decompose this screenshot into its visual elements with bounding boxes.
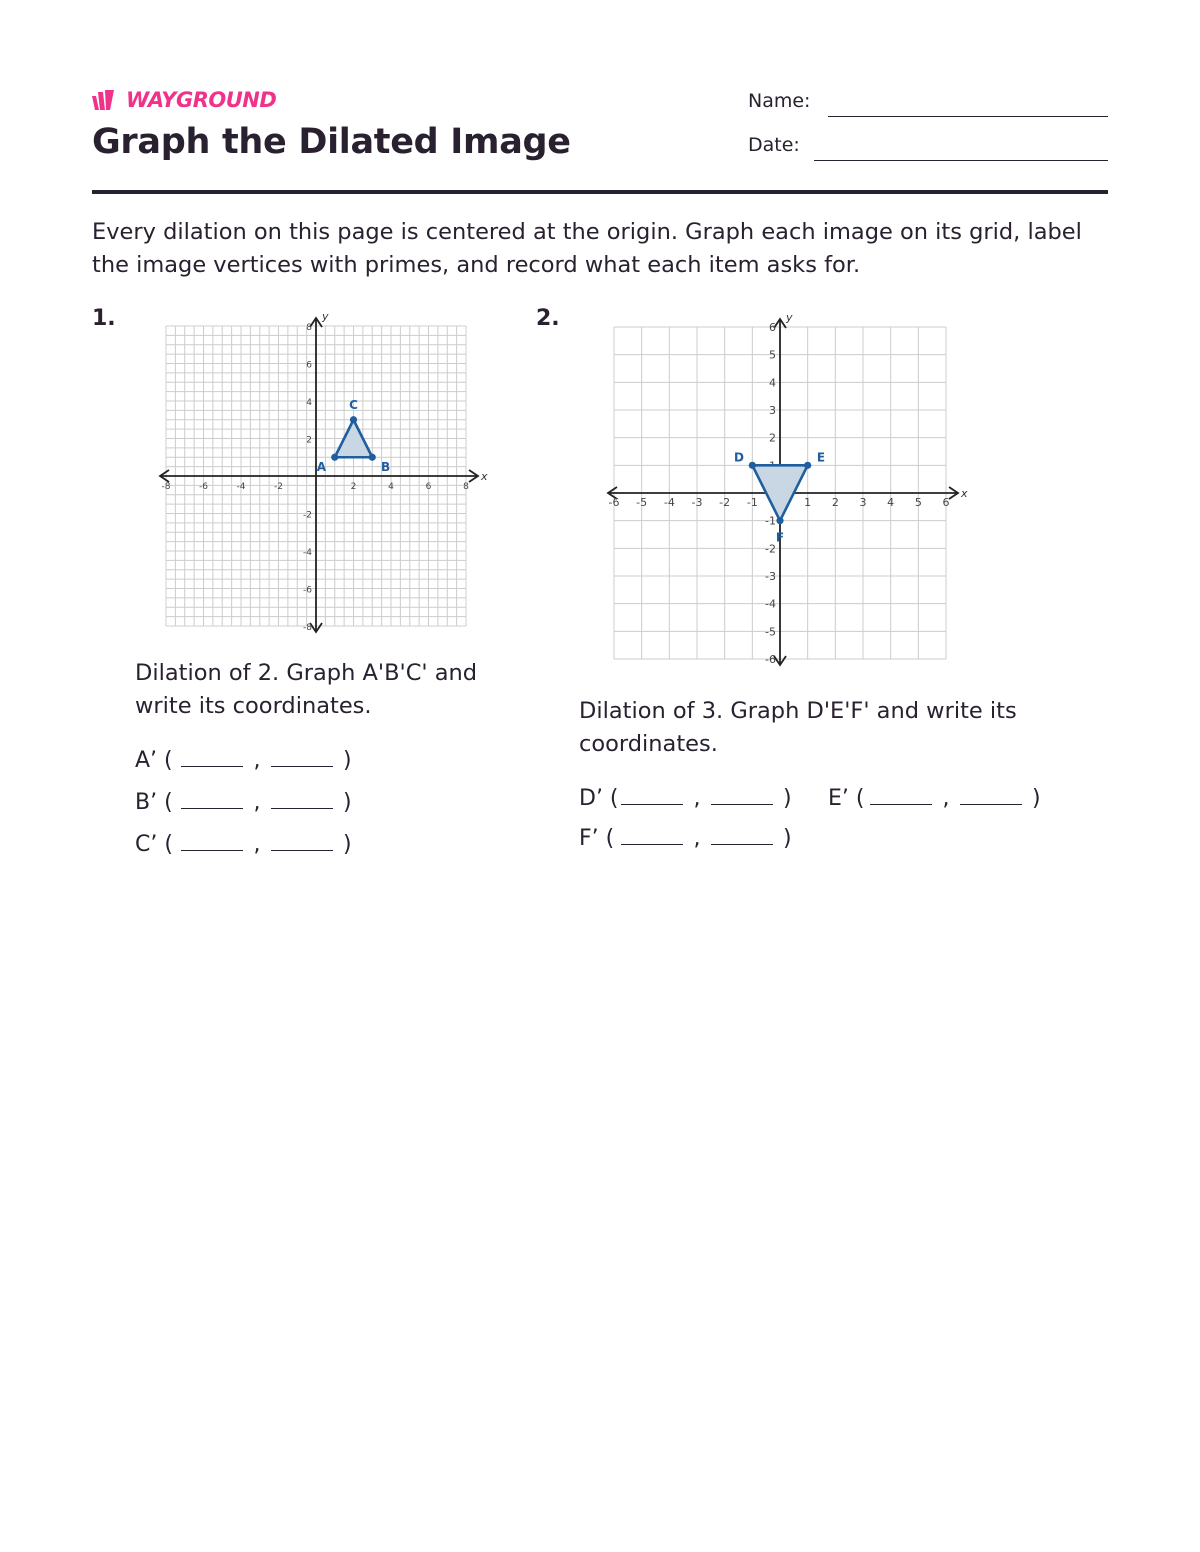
problem-1-graph[interactable] (140, 300, 500, 640)
answer-a-prime (135, 746, 352, 773)
y-tick-label: -5 (765, 625, 776, 639)
x-tick-label: -5 (636, 496, 648, 509)
x-tick-label: -2 (719, 496, 731, 509)
answer-separator: , (942, 786, 950, 811)
y-tick-label: 8 (306, 323, 312, 333)
instructions: Every dilation on this page is centered at the origin. Graph each image on its grid, label the image vertices with primes, and record what each item asks for. (92, 219, 1082, 278)
brand-logo (92, 88, 276, 112)
header-divider (92, 190, 1108, 194)
x-tick-label: 4 (388, 482, 394, 492)
vertex-point-f (776, 517, 783, 524)
answer-label: E’ ( (828, 786, 865, 811)
x-tick-label: 6 (425, 482, 432, 492)
answer-y-blank[interactable] (711, 824, 773, 845)
x-tick-label: -6 (199, 482, 208, 492)
answer-x-blank[interactable] (621, 784, 683, 805)
problem-2-number: 2. (536, 306, 560, 331)
answer-d-prime (579, 784, 792, 811)
wayground-logo-icon (92, 90, 120, 110)
y-tick-label: -4 (303, 548, 312, 558)
answer-x-blank[interactable] (181, 788, 243, 809)
x-axis-label: x (481, 470, 488, 483)
y-tick-label: 6 (769, 321, 776, 334)
answer-x-blank[interactable] (870, 784, 932, 805)
answer-y-blank[interactable] (271, 746, 333, 767)
answer-label: D’ ( (579, 786, 619, 811)
answer-x-blank[interactable] (181, 746, 243, 767)
date-field[interactable] (814, 160, 1108, 161)
answer-close: ) (343, 832, 352, 857)
answer-c-prime (135, 830, 352, 857)
x-tick-label: 3 (859, 496, 867, 509)
answer-y-blank[interactable] (271, 788, 333, 809)
answer-b-prime (135, 788, 352, 815)
y-tick-label: 5 (769, 348, 776, 362)
answer-close: ) (343, 790, 352, 815)
y-tick-label: -2 (765, 542, 776, 556)
x-tick-label: 5 (914, 496, 922, 509)
answer-e-prime (828, 784, 1041, 811)
x-axis-label: x (961, 487, 968, 500)
y-tick-label: -1 (765, 514, 776, 528)
x-tick-label: 2 (350, 482, 357, 492)
answer-close: ) (783, 786, 792, 811)
y-tick-label: -6 (303, 585, 312, 596)
vertex-point-a (331, 454, 338, 461)
vertex-label-d: D (734, 450, 745, 465)
answer-separator: , (253, 790, 261, 815)
x-tick-label: -1 (746, 496, 758, 509)
y-tick-label: -6 (765, 653, 776, 666)
vertex-label-e: E (816, 450, 826, 465)
problem-2-prompt: Dilation of 3. Graph D'E'F' and write its coordinates. (579, 698, 1017, 757)
x-tick-label: 1 (804, 496, 812, 509)
vertex-label-a: A (316, 460, 327, 475)
brand-name: WAYGROUND (126, 88, 277, 112)
y-tick-label: 3 (769, 404, 776, 417)
answer-x-blank[interactable] (181, 830, 243, 851)
problem-2-graph[interactable] (596, 300, 976, 672)
answer-separator: , (253, 832, 261, 857)
y-axis-label: y (322, 310, 329, 323)
y-tick-label: -4 (765, 597, 776, 611)
x-tick-label: -6 (608, 496, 620, 509)
x-tick-label: 8 (463, 482, 469, 492)
x-tick-label: -3 (691, 496, 703, 509)
problem-1-number: 1. (92, 306, 116, 331)
x-tick-label: -8 (161, 482, 171, 492)
answer-y-blank[interactable] (271, 830, 333, 851)
y-tick-label: 4 (306, 398, 312, 408)
page-title: Graph the Dilated Image (92, 122, 571, 162)
date-label: Date: (748, 134, 800, 156)
answer-close: ) (1032, 786, 1041, 811)
answer-separator: , (693, 786, 701, 811)
name-field[interactable] (828, 116, 1108, 117)
y-tick-label: -8 (303, 623, 312, 633)
y-axis-label: y (786, 311, 793, 324)
vertex-point-e (804, 462, 811, 469)
answer-y-blank[interactable] (711, 784, 773, 805)
vertex-point-d (749, 462, 756, 469)
y-tick-label: 6 (306, 360, 312, 371)
answer-label: C’ ( (135, 832, 173, 857)
answer-close: ) (783, 826, 792, 851)
answer-y-blank[interactable] (960, 784, 1022, 805)
answer-close: ) (343, 748, 352, 773)
x-tick-label: -4 (663, 496, 675, 509)
y-tick-label: 2 (306, 435, 312, 446)
vertex-point-c (350, 416, 357, 423)
answer-label: A’ ( (135, 748, 173, 773)
answer-label: B’ ( (135, 790, 173, 815)
vertex-point-b (369, 454, 376, 461)
x-tick-label: 2 (831, 496, 839, 509)
vertex-label-c: C (349, 397, 358, 412)
y-tick-label: 2 (769, 431, 776, 445)
vertex-label-b: B (380, 460, 391, 475)
x-tick-label: 6 (942, 496, 950, 509)
answer-separator: , (693, 826, 701, 851)
x-tick-label: -4 (236, 482, 246, 492)
answer-f-prime (579, 824, 792, 851)
vertex-label-f: F (775, 530, 785, 545)
y-tick-label: -3 (765, 570, 776, 583)
answer-label: F’ ( (579, 826, 615, 851)
name-label: Name: (748, 90, 811, 112)
answer-x-blank[interactable] (621, 824, 683, 845)
y-tick-label: 4 (769, 376, 776, 390)
answer-separator: , (253, 748, 261, 773)
problem-1-prompt: Dilation of 2. Graph A'B'C' and write its coordinates. (135, 660, 478, 719)
y-tick-label: -2 (303, 510, 312, 521)
x-tick-label: -2 (274, 482, 283, 492)
x-tick-label: 4 (887, 496, 895, 509)
